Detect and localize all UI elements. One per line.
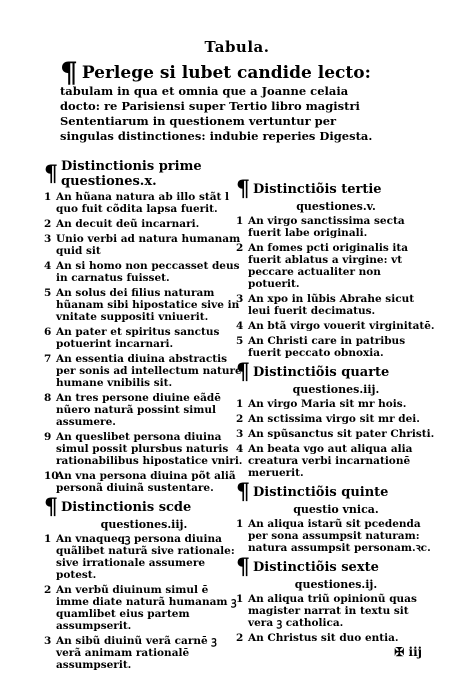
pilcrow-icon: ¶ <box>236 479 250 505</box>
question-number: 2 <box>44 584 52 596</box>
question-item <box>236 320 436 332</box>
question-text: An tres persone diuine eãdē nũero naturã possint simul assumere. <box>56 392 221 428</box>
question-number: 4 <box>44 260 52 272</box>
question-item <box>44 233 244 257</box>
question-number: 1 <box>236 215 244 227</box>
intro-paragraph <box>60 56 390 144</box>
question-number: 1 <box>236 593 244 605</box>
question-number: 3 <box>236 293 244 305</box>
question-number: 1 <box>236 518 244 530</box>
question-number: 5 <box>236 335 244 347</box>
question-number: 1 <box>236 398 244 410</box>
distinction-subtitle: questiones.ij. <box>294 578 378 591</box>
question-item <box>236 443 436 479</box>
question-text: An vna persona diuina põt aliã personã diuinã sustentare. <box>56 470 236 494</box>
question-number: 7 <box>44 353 52 365</box>
distinction-subtitle: questiones.v. <box>296 200 376 213</box>
distinction-heading <box>236 554 436 580</box>
question-item <box>236 593 436 629</box>
question-number: 3 <box>44 233 52 245</box>
question-text: An queslibet persona diuina simul possit plursbus naturis rationabilibus hipostatice vniri. <box>56 431 243 467</box>
question-number: 3 <box>44 635 52 647</box>
question-text: An aliqua istarũ sit pcedenda per sona assumpsit naturam: natura assumpsit personam.ꝛc. <box>248 518 431 554</box>
question-number: 10 <box>44 470 59 482</box>
question-text: An Christi care in patribus fuerit peccato obnoxia. <box>248 335 406 359</box>
distinction-title: Distinctionis scde <box>61 499 192 515</box>
distinction-title: Distinctiõis tertie <box>253 181 382 197</box>
question-item <box>236 293 436 317</box>
question-item <box>236 518 436 554</box>
question-number: 2 <box>236 242 244 254</box>
question-item <box>236 215 436 239</box>
left-column <box>44 155 244 674</box>
question-text: An fomes pcti originalis ita fuerit ablatus a virgine: vt peccare actualiter non potuerit. <box>248 242 409 290</box>
question-item <box>44 635 244 671</box>
question-text: An sctissima virgo sit mr dei. <box>248 413 420 425</box>
question-text: An beata vgo aut aliqua alia creatura verbi incarnationē meruerit. <box>248 443 413 479</box>
question-item <box>44 392 244 428</box>
question-item <box>44 353 244 389</box>
distinction-subtitle: questio vnica. <box>293 503 379 516</box>
question-text: An pater et spiritus sanctus potuerint incarnari. <box>56 326 220 350</box>
question-text: An Christus sit duo entia. <box>248 632 399 644</box>
question-text: An xpo in lũbis Abrahe sicut leui fuerit decimatus. <box>248 293 415 317</box>
question-number: 1 <box>44 533 52 545</box>
question-text: An essentia diuina abstractis per sonis ad intellectum nature humane vnibilis sit. <box>56 353 242 389</box>
question-number: 4 <box>236 443 244 455</box>
question-item <box>44 584 244 632</box>
pilcrow-icon: ¶ <box>44 494 58 520</box>
question-text: An si homo non peccasset deus in carnatus fuisset. <box>56 260 240 284</box>
page-header: Tabula. <box>204 38 270 56</box>
question-text: An btã virgo vouerit virginitatē. <box>248 320 435 332</box>
question-number: 8 <box>44 392 52 404</box>
question-item <box>44 287 244 323</box>
question-item <box>44 218 244 230</box>
question-item <box>44 533 244 581</box>
intro-first-line <box>60 56 390 89</box>
question-item <box>44 260 244 284</box>
question-text: An vnaqueqꝫ persona diuina quãlibet naturã sive rationale: sive irrationale assumere potest. <box>56 533 235 581</box>
distinction-title: Distinctiõis quarte <box>253 364 390 380</box>
question-number: 9 <box>44 431 52 443</box>
question-text: An hũana natura ab illo stãt l quo fuit cõdita lapsa fuerit. <box>56 191 229 215</box>
pilcrow-icon: ¶ <box>236 359 250 385</box>
distinction-subtitle: questiones.iij. <box>100 518 188 531</box>
question-text: An verbũ diuinum simul ē imme diate naturã humanam ꝫ quamlibet eius partem assumpserit. <box>56 584 237 632</box>
pilcrow-icon: ¶ <box>236 176 250 202</box>
intro-body: tabulam in qua et omnia que a Joanne celaia docto: re Parisiensi super Tertio libro magistri Sententiarum in questionem vertuntur per singulas distinctiones: indubie reperies Digesta. <box>60 84 373 143</box>
question-item <box>44 191 244 215</box>
question-item <box>236 242 436 290</box>
distinction-heading <box>236 176 436 202</box>
question-text: An sibũ diuinũ verã carnē ꝫ verã animam rationalē assumpserit. <box>56 635 217 671</box>
question-text: An spũsanctus sit pater Christi. <box>248 428 435 440</box>
question-item <box>236 413 436 425</box>
question-number: 1 <box>44 191 52 203</box>
question-item <box>44 470 244 494</box>
question-text: An decuit deũ incarnari. <box>56 218 200 230</box>
question-number: 5 <box>44 287 52 299</box>
distinction-title: Distinctionis prime questiones.x. <box>61 159 202 189</box>
question-number: 3 <box>236 428 244 440</box>
question-item <box>236 398 436 410</box>
distinction-heading <box>44 494 244 520</box>
question-item <box>236 632 436 644</box>
question-item <box>44 326 244 350</box>
question-number: 4 <box>236 320 244 332</box>
question-item <box>44 431 244 467</box>
folio-mark: ✠ iij <box>394 645 422 659</box>
distinction-subtitle: questiones.iij. <box>292 383 380 396</box>
distinction-heading <box>236 479 436 505</box>
question-number: 2 <box>236 632 244 644</box>
question-text: An aliqua triũ opinionũ quas magister narrat in textu sit vera ꝫ catholica. <box>248 593 417 629</box>
question-text: An solus dei filius naturam hũanam sibi hipostatice sive in vnitate suppositi vniuerit. <box>56 287 240 323</box>
distinction-title: Distinctiõis sexte <box>253 559 379 575</box>
question-number: 6 <box>44 326 52 338</box>
question-item <box>236 335 436 359</box>
pilcrow-icon: ¶ <box>236 554 250 580</box>
pilcrow-icon: ¶ <box>60 56 78 89</box>
question-text: An virgo sanctissima secta fuerit labe originali. <box>248 215 405 239</box>
question-text: Unio verbi ad natura humanam quid sit <box>56 233 241 257</box>
distinction-heading <box>44 159 244 189</box>
pilcrow-icon: ¶ <box>44 161 58 187</box>
distinction-title: Distinctiõis quinte <box>253 484 389 500</box>
distinction-heading <box>236 359 436 385</box>
right-column <box>236 176 436 647</box>
intro-heading: Perlege si lubet candide lecto: <box>81 63 371 83</box>
question-text: An virgo Maria sit mr hois. <box>248 398 407 410</box>
question-number: 2 <box>236 413 244 425</box>
question-item <box>236 428 436 440</box>
question-number: 2 <box>44 218 52 230</box>
